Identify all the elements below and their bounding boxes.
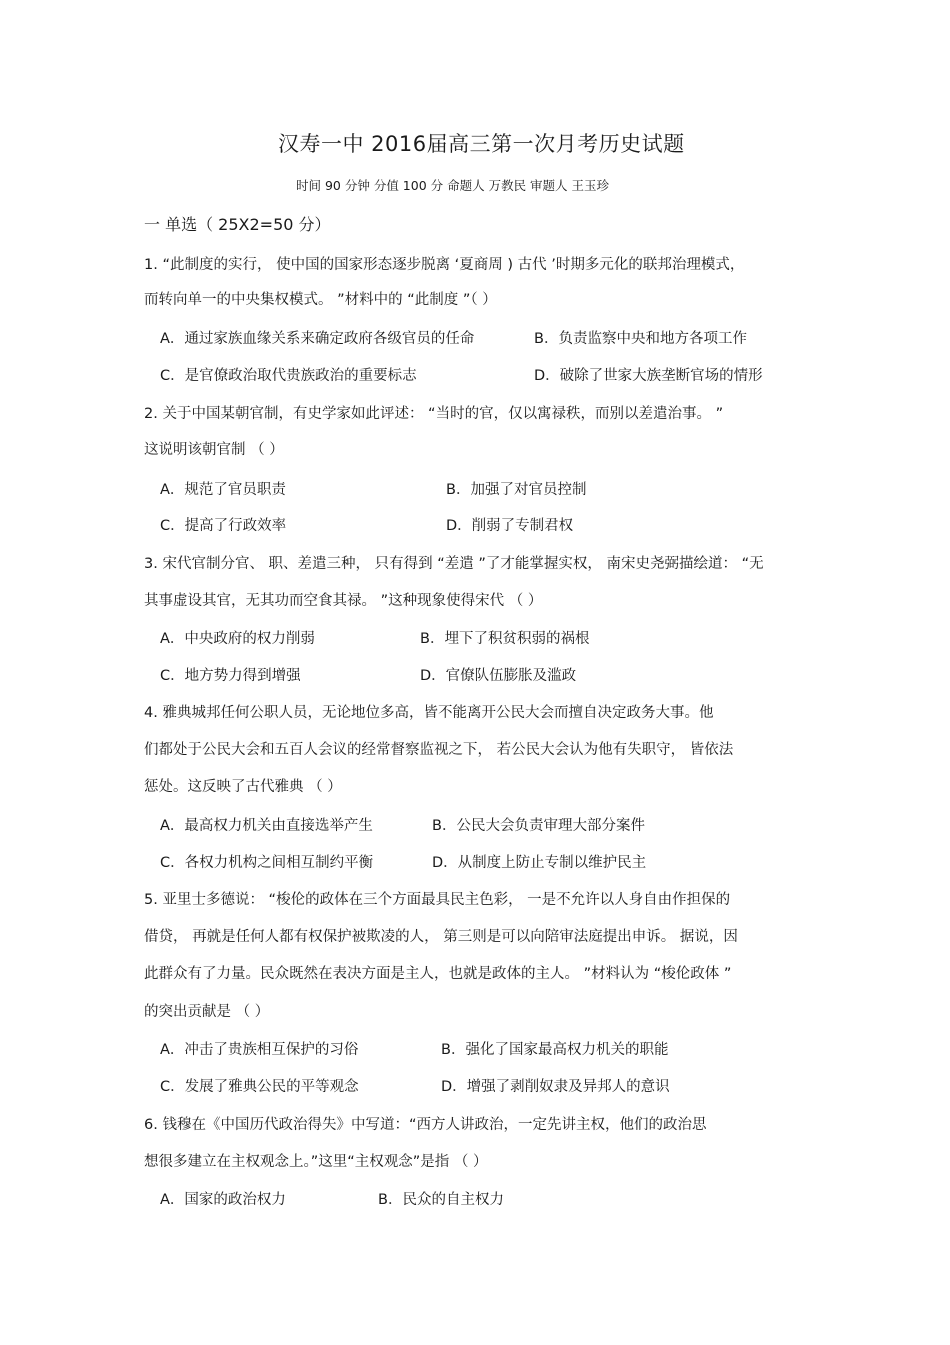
option-c: C．地方势力得到增强 xyxy=(160,668,301,684)
question-line: 想很多建立在主权观念上。”这里“主权观念”是指 （ ） xyxy=(144,1154,488,1170)
option-a: A．中央政府的权力削弱 xyxy=(160,631,315,647)
option-b: B．民众的自主权力 xyxy=(378,1192,504,1208)
option-d: D．削弱了专制君权 xyxy=(446,518,574,534)
option-a: A．规范了官员职责 xyxy=(160,482,286,498)
page-title: 汉寿一中 2016届高三第一次月考历史试题 xyxy=(278,132,685,156)
option-d: D．破除了世家大族垄断官场的情形 xyxy=(534,368,763,384)
option-b: B．强化了国家最高权力机关的职能 xyxy=(441,1042,669,1058)
question-line: 1. “此制度的实行， 使中国的国家形态逐步脱离 ‘夏商周 ) 古代 ’时期多元化的联邦治理模式， xyxy=(144,257,745,273)
question-line: 5. 亚里士多德说： “梭伦的政体在三个方面最具民主色彩， 一是不允许以人身自由作担保的 xyxy=(144,892,731,908)
option-b: B．负责监察中央和地方各项工作 xyxy=(534,331,747,347)
option-d: D．从制度上防止专制以维护民主 xyxy=(432,855,647,871)
option-a: A．国家的政治权力 xyxy=(160,1192,286,1208)
option-c: C．各权力机构之间相互制约平衡 xyxy=(160,855,374,871)
question-line: 的突出贡献是 （ ） xyxy=(144,1004,270,1020)
option-d: D．官僚队伍膨胀及滥政 xyxy=(420,668,577,684)
option-c: C．发展了雅典公民的平等观念 xyxy=(160,1079,359,1095)
option-b: B．公民大会负责审理大部分案件 xyxy=(432,818,645,834)
option-d: D．增强了剥削奴隶及异邦人的意识 xyxy=(441,1079,670,1095)
question-line: 这说明该朝官制 （ ） xyxy=(144,442,284,458)
question-line: 其事虚设其官，无其功而空食其禄。 ”这种现象使得宋代 （ ） xyxy=(144,593,543,609)
question-line: 4. 雅典城邦任何公职人员，无论地位多高，皆不能离开公民大会而擅自决定政务大事。他 xyxy=(144,705,714,721)
question-line: 们都处于公民大会和五百人会议的经常督察监视之下， 若公民大会认为他有失职守， 皆依法 xyxy=(144,742,734,758)
question-line: 此群众有了力量。民众既然在表决方面是主人，也就是政体的主人。 ”材料认为 “梭伦政体 ” xyxy=(144,966,732,982)
option-a: A．最高权力机关由直接选举产生 xyxy=(160,818,373,834)
question-line: 惩处。这反映了古代雅典 （ ） xyxy=(144,779,342,795)
option-a: A．冲击了贵族相互保护的习俗 xyxy=(160,1042,359,1058)
option-b: B．埋下了积贫积弱的祸根 xyxy=(420,631,590,647)
option-a: A．通过家族血缘关系来确定政府各级官员的任命 xyxy=(160,331,475,347)
option-c: C．是官僚政治取代贵族政治的重要标志 xyxy=(160,368,417,384)
question-line: 借贷， 再就是任何人都有权保护被欺凌的人， 第三则是可以向陪审法庭提出申诉。 据说，因 xyxy=(144,929,738,945)
question-line: 6. 钱穆在《中国历代政治得失》中写道：“西方人讲政治，一定先讲主权，他们的政治思 xyxy=(144,1117,707,1133)
exam-meta: 时间 90 分钟 分值 100 分 命题人 万教民 审题人 王玉珍 xyxy=(296,178,610,193)
option-c: C．提高了行政效率 xyxy=(160,518,287,534)
question-line: 3. 宋代官制分官、 职、差遣三种， 只有得到 “差遣 ”了才能掌握实权， 南宋史尧弼描绘道： “无 xyxy=(144,556,764,572)
question-line: 而转向单一的中央集权模式。 ”材料中的 “此制度 ”（ ） xyxy=(144,292,497,308)
section-heading: 一 单选（ 25X2=50 分） xyxy=(144,215,331,234)
option-b: B．加强了对官员控制 xyxy=(446,482,587,498)
question-line: 2. 关于中国某朝官制，有史学家如此评述： “当时的官，仅以寓禄秩，而别以差遣治事。 ” xyxy=(144,406,724,422)
